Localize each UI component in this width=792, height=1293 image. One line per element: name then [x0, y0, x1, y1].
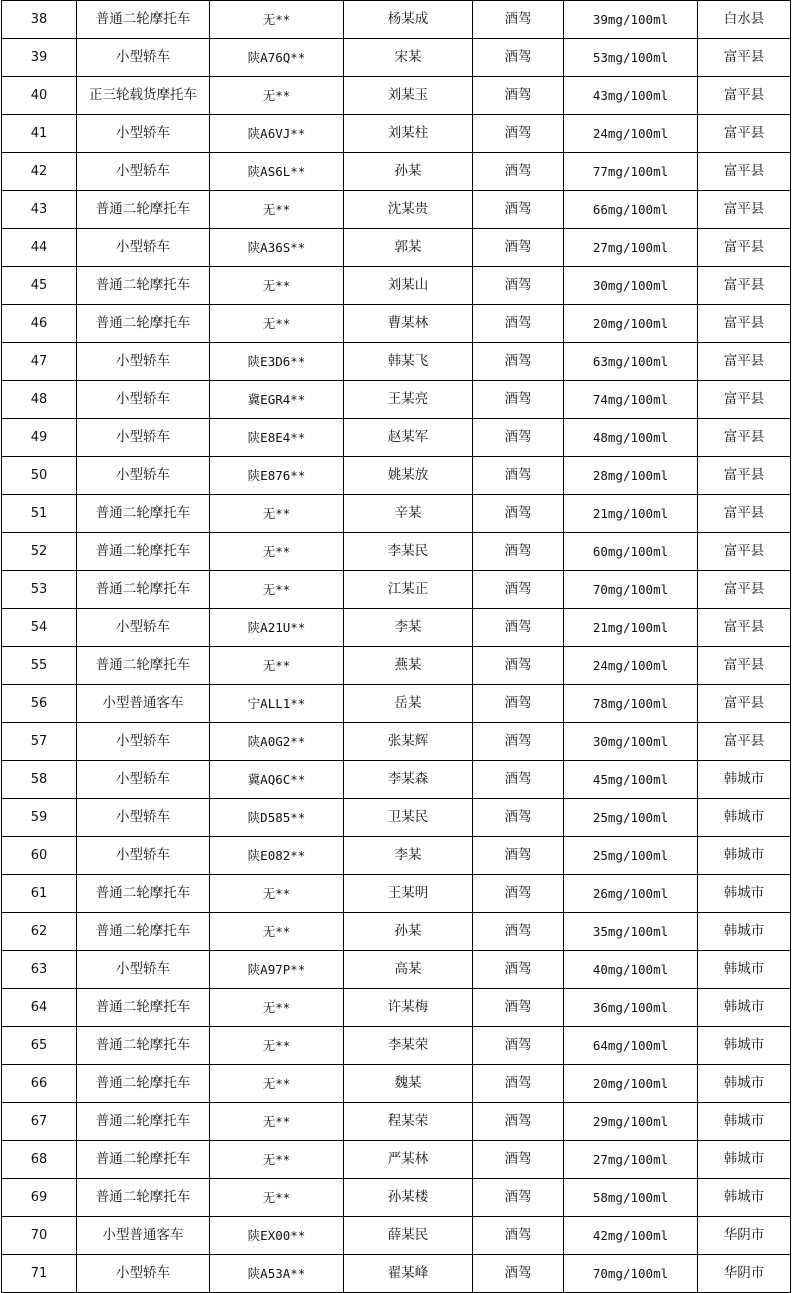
- jurisdiction-cell: 白水县: [698, 1, 791, 39]
- table-row: [2, 799, 791, 837]
- jurisdiction-cell: 富平县: [698, 609, 791, 647]
- vehicle-type-cell: 普通二轮摩托车: [77, 1103, 210, 1141]
- table-row: [2, 343, 791, 381]
- violation-type-cell: 酒驾: [473, 571, 564, 609]
- violation-type-cell: 酒驾: [473, 989, 564, 1027]
- jurisdiction-cell: 富平县: [698, 419, 791, 457]
- violation-type-cell: 酒驾: [473, 77, 564, 115]
- jurisdiction-cell: 韩城市: [698, 951, 791, 989]
- driver-name-cell: 姚某放: [344, 457, 473, 495]
- table-row: [2, 191, 791, 229]
- violation-type-cell: 酒驾: [473, 685, 564, 723]
- jurisdiction-cell: 韩城市: [698, 837, 791, 875]
- driver-name-cell: 江某正: [344, 571, 473, 609]
- violation-type-cell: 酒驾: [473, 647, 564, 685]
- jurisdiction-cell: 富平县: [698, 685, 791, 723]
- blood-alcohol-cell: 45mg/100ml: [564, 761, 698, 799]
- plate-number-cell: 宁ALL1**: [210, 685, 344, 723]
- plate-number-cell: 无**: [210, 913, 344, 951]
- driver-name-cell: 曹某林: [344, 305, 473, 343]
- table-row: [2, 153, 791, 191]
- blood-alcohol-cell: 30mg/100ml: [564, 267, 698, 305]
- plate-number-cell: 陕A76Q**: [210, 39, 344, 77]
- violation-type-cell: 酒驾: [473, 1255, 564, 1293]
- driver-name-cell: 刘某玉: [344, 77, 473, 115]
- table-row: [2, 305, 791, 343]
- table-row: [2, 989, 791, 1027]
- row-number-cell: 63: [2, 951, 77, 989]
- violation-type-cell: 酒驾: [473, 419, 564, 457]
- table-row: [2, 495, 791, 533]
- driver-name-cell: 孙某: [344, 153, 473, 191]
- vehicle-type-cell: 小型轿车: [77, 419, 210, 457]
- row-number-cell: 43: [2, 191, 77, 229]
- blood-alcohol-cell: 29mg/100ml: [564, 1103, 698, 1141]
- blood-alcohol-cell: 35mg/100ml: [564, 913, 698, 951]
- violation-type-cell: 酒驾: [473, 609, 564, 647]
- violation-type-cell: 酒驾: [473, 1, 564, 39]
- table-body: [2, 1, 791, 1293]
- driver-name-cell: 王某明: [344, 875, 473, 913]
- row-number-cell: 54: [2, 609, 77, 647]
- plate-number-cell: 陕E876**: [210, 457, 344, 495]
- plate-number-cell: 无**: [210, 495, 344, 533]
- plate-number-cell: 无**: [210, 1103, 344, 1141]
- row-number-cell: 67: [2, 1103, 77, 1141]
- row-number-cell: 50: [2, 457, 77, 495]
- row-number-cell: 42: [2, 153, 77, 191]
- row-number-cell: 48: [2, 381, 77, 419]
- table-row: [2, 571, 791, 609]
- row-number-cell: 53: [2, 571, 77, 609]
- plate-number-cell: 陕A6VJ**: [210, 115, 344, 153]
- violation-type-cell: 酒驾: [473, 39, 564, 77]
- drunk-driving-record-table: [1, 0, 791, 1293]
- table-row: [2, 913, 791, 951]
- plate-number-cell: 陕E3D6**: [210, 343, 344, 381]
- jurisdiction-cell: 富平县: [698, 229, 791, 267]
- driver-name-cell: 程某荣: [344, 1103, 473, 1141]
- row-number-cell: 47: [2, 343, 77, 381]
- table-row: [2, 951, 791, 989]
- table-row: [2, 1217, 791, 1255]
- vehicle-type-cell: 普通二轮摩托车: [77, 305, 210, 343]
- violation-type-cell: 酒驾: [473, 191, 564, 229]
- vehicle-type-cell: 普通二轮摩托车: [77, 1141, 210, 1179]
- row-number-cell: 60: [2, 837, 77, 875]
- row-number-cell: 40: [2, 77, 77, 115]
- jurisdiction-cell: 富平县: [698, 115, 791, 153]
- jurisdiction-cell: 韩城市: [698, 1179, 791, 1217]
- plate-number-cell: 陕A21U**: [210, 609, 344, 647]
- row-number-cell: 58: [2, 761, 77, 799]
- jurisdiction-cell: 富平县: [698, 723, 791, 761]
- plate-number-cell: 陕A97P**: [210, 951, 344, 989]
- table-row: [2, 77, 791, 115]
- blood-alcohol-cell: 48mg/100ml: [564, 419, 698, 457]
- blood-alcohol-cell: 77mg/100ml: [564, 153, 698, 191]
- blood-alcohol-cell: 60mg/100ml: [564, 533, 698, 571]
- plate-number-cell: 无**: [210, 533, 344, 571]
- table-row: [2, 533, 791, 571]
- row-number-cell: 44: [2, 229, 77, 267]
- blood-alcohol-cell: 21mg/100ml: [564, 609, 698, 647]
- jurisdiction-cell: 韩城市: [698, 1027, 791, 1065]
- row-number-cell: 57: [2, 723, 77, 761]
- vehicle-type-cell: 小型轿车: [77, 381, 210, 419]
- violation-type-cell: 酒驾: [473, 381, 564, 419]
- row-number-cell: 70: [2, 1217, 77, 1255]
- blood-alcohol-cell: 20mg/100ml: [564, 1065, 698, 1103]
- blood-alcohol-cell: 64mg/100ml: [564, 1027, 698, 1065]
- jurisdiction-cell: 富平县: [698, 571, 791, 609]
- driver-name-cell: 李某森: [344, 761, 473, 799]
- vehicle-type-cell: 普通二轮摩托车: [77, 571, 210, 609]
- driver-name-cell: 翟某峰: [344, 1255, 473, 1293]
- vehicle-type-cell: 普通二轮摩托车: [77, 989, 210, 1027]
- vehicle-type-cell: 小型轿车: [77, 1255, 210, 1293]
- violation-type-cell: 酒驾: [473, 267, 564, 305]
- table-row: [2, 115, 791, 153]
- plate-number-cell: 冀EGR4**: [210, 381, 344, 419]
- blood-alcohol-cell: 42mg/100ml: [564, 1217, 698, 1255]
- vehicle-type-cell: 普通二轮摩托车: [77, 533, 210, 571]
- violation-type-cell: 酒驾: [473, 533, 564, 571]
- vehicle-type-cell: 正三轮载货摩托车: [77, 77, 210, 115]
- vehicle-type-cell: 普通二轮摩托车: [77, 267, 210, 305]
- table-row: [2, 39, 791, 77]
- row-number-cell: 41: [2, 115, 77, 153]
- vehicle-type-cell: 普通二轮摩托车: [77, 1, 210, 39]
- row-number-cell: 64: [2, 989, 77, 1027]
- vehicle-type-cell: 普通二轮摩托车: [77, 913, 210, 951]
- table-row: [2, 1141, 791, 1179]
- violation-type-cell: 酒驾: [473, 1103, 564, 1141]
- vehicle-type-cell: 小型轿车: [77, 951, 210, 989]
- plate-number-cell: 冀AQ6C**: [210, 761, 344, 799]
- row-number-cell: 52: [2, 533, 77, 571]
- driver-name-cell: 严某林: [344, 1141, 473, 1179]
- plate-number-cell: 陕A53A**: [210, 1255, 344, 1293]
- plate-number-cell: 陕AS6L**: [210, 153, 344, 191]
- blood-alcohol-cell: 40mg/100ml: [564, 951, 698, 989]
- violation-type-cell: 酒驾: [473, 723, 564, 761]
- plate-number-cell: 无**: [210, 77, 344, 115]
- vehicle-type-cell: 小型轿车: [77, 837, 210, 875]
- jurisdiction-cell: 韩城市: [698, 913, 791, 951]
- row-number-cell: 69: [2, 1179, 77, 1217]
- driver-name-cell: 李某荣: [344, 1027, 473, 1065]
- row-number-cell: 46: [2, 305, 77, 343]
- driver-name-cell: 赵某军: [344, 419, 473, 457]
- driver-name-cell: 魏某: [344, 1065, 473, 1103]
- violation-type-cell: 酒驾: [473, 875, 564, 913]
- row-number-cell: 62: [2, 913, 77, 951]
- table-row: [2, 1, 791, 39]
- vehicle-type-cell: 小型普通客车: [77, 685, 210, 723]
- blood-alcohol-cell: 43mg/100ml: [564, 77, 698, 115]
- jurisdiction-cell: 富平县: [698, 343, 791, 381]
- vehicle-type-cell: 普通二轮摩托车: [77, 875, 210, 913]
- plate-number-cell: 无**: [210, 1065, 344, 1103]
- row-number-cell: 61: [2, 875, 77, 913]
- violation-type-cell: 酒驾: [473, 1217, 564, 1255]
- jurisdiction-cell: 韩城市: [698, 1141, 791, 1179]
- driver-name-cell: 宋某: [344, 39, 473, 77]
- driver-name-cell: 刘某山: [344, 267, 473, 305]
- driver-name-cell: 韩某飞: [344, 343, 473, 381]
- violation-type-cell: 酒驾: [473, 1179, 564, 1217]
- blood-alcohol-cell: 21mg/100ml: [564, 495, 698, 533]
- blood-alcohol-cell: 36mg/100ml: [564, 989, 698, 1027]
- driver-name-cell: 李某: [344, 609, 473, 647]
- blood-alcohol-cell: 39mg/100ml: [564, 1, 698, 39]
- blood-alcohol-cell: 25mg/100ml: [564, 837, 698, 875]
- violation-type-cell: 酒驾: [473, 115, 564, 153]
- vehicle-type-cell: 小型轿车: [77, 229, 210, 267]
- driver-name-cell: 郭某: [344, 229, 473, 267]
- row-number-cell: 55: [2, 647, 77, 685]
- blood-alcohol-cell: 20mg/100ml: [564, 305, 698, 343]
- driver-name-cell: 李某: [344, 837, 473, 875]
- jurisdiction-cell: 富平县: [698, 381, 791, 419]
- plate-number-cell: 无**: [210, 267, 344, 305]
- jurisdiction-cell: 韩城市: [698, 799, 791, 837]
- plate-number-cell: 无**: [210, 647, 344, 685]
- blood-alcohol-cell: 63mg/100ml: [564, 343, 698, 381]
- plate-number-cell: 无**: [210, 305, 344, 343]
- plate-number-cell: 陕E082**: [210, 837, 344, 875]
- table-row: [2, 875, 791, 913]
- vehicle-type-cell: 小型轿车: [77, 799, 210, 837]
- jurisdiction-cell: 富平县: [698, 533, 791, 571]
- driver-name-cell: 李某民: [344, 533, 473, 571]
- driver-name-cell: 沈某贵: [344, 191, 473, 229]
- blood-alcohol-cell: 30mg/100ml: [564, 723, 698, 761]
- table-row: [2, 457, 791, 495]
- violation-type-cell: 酒驾: [473, 1065, 564, 1103]
- violation-type-cell: 酒驾: [473, 457, 564, 495]
- jurisdiction-cell: 韩城市: [698, 761, 791, 799]
- plate-number-cell: 无**: [210, 1141, 344, 1179]
- plate-number-cell: 陕A36S**: [210, 229, 344, 267]
- violation-type-cell: 酒驾: [473, 305, 564, 343]
- violation-type-cell: 酒驾: [473, 799, 564, 837]
- vehicle-type-cell: 普通二轮摩托车: [77, 1179, 210, 1217]
- violation-type-cell: 酒驾: [473, 343, 564, 381]
- driver-name-cell: 杨某成: [344, 1, 473, 39]
- row-number-cell: 66: [2, 1065, 77, 1103]
- violation-type-cell: 酒驾: [473, 1141, 564, 1179]
- plate-number-cell: 无**: [210, 1, 344, 39]
- blood-alcohol-cell: 70mg/100ml: [564, 571, 698, 609]
- driver-name-cell: 高某: [344, 951, 473, 989]
- blood-alcohol-cell: 24mg/100ml: [564, 115, 698, 153]
- plate-number-cell: 无**: [210, 989, 344, 1027]
- driver-name-cell: 许某梅: [344, 989, 473, 1027]
- table-row: [2, 837, 791, 875]
- driver-name-cell: 辛某: [344, 495, 473, 533]
- driver-name-cell: 卫某民: [344, 799, 473, 837]
- jurisdiction-cell: 韩城市: [698, 1065, 791, 1103]
- blood-alcohol-cell: 58mg/100ml: [564, 1179, 698, 1217]
- vehicle-type-cell: 小型轿车: [77, 457, 210, 495]
- row-number-cell: 49: [2, 419, 77, 457]
- driver-name-cell: 岳某: [344, 685, 473, 723]
- row-number-cell: 45: [2, 267, 77, 305]
- table-row: [2, 761, 791, 799]
- blood-alcohol-cell: 70mg/100ml: [564, 1255, 698, 1293]
- jurisdiction-cell: 韩城市: [698, 1103, 791, 1141]
- driver-name-cell: 孙某: [344, 913, 473, 951]
- blood-alcohol-cell: 66mg/100ml: [564, 191, 698, 229]
- jurisdiction-cell: 富平县: [698, 647, 791, 685]
- table-row: [2, 609, 791, 647]
- table-row: [2, 229, 791, 267]
- vehicle-type-cell: 小型轿车: [77, 39, 210, 77]
- blood-alcohol-cell: 27mg/100ml: [564, 229, 698, 267]
- plate-number-cell: 无**: [210, 571, 344, 609]
- blood-alcohol-cell: 74mg/100ml: [564, 381, 698, 419]
- vehicle-type-cell: 小型轿车: [77, 761, 210, 799]
- row-number-cell: 39: [2, 39, 77, 77]
- blood-alcohol-cell: 28mg/100ml: [564, 457, 698, 495]
- vehicle-type-cell: 小型轿车: [77, 343, 210, 381]
- table-row: [2, 419, 791, 457]
- plate-number-cell: 陕E8E4**: [210, 419, 344, 457]
- table-row: [2, 1255, 791, 1293]
- driver-name-cell: 薛某民: [344, 1217, 473, 1255]
- jurisdiction-cell: 富平县: [698, 457, 791, 495]
- table-row: [2, 1179, 791, 1217]
- row-number-cell: 56: [2, 685, 77, 723]
- vehicle-type-cell: 小型轿车: [77, 723, 210, 761]
- row-number-cell: 71: [2, 1255, 77, 1293]
- jurisdiction-cell: 华阴市: [698, 1255, 791, 1293]
- row-number-cell: 65: [2, 1027, 77, 1065]
- blood-alcohol-cell: 26mg/100ml: [564, 875, 698, 913]
- blood-alcohol-cell: 24mg/100ml: [564, 647, 698, 685]
- driver-name-cell: 孙某楼: [344, 1179, 473, 1217]
- violation-type-cell: 酒驾: [473, 761, 564, 799]
- row-number-cell: 38: [2, 1, 77, 39]
- jurisdiction-cell: 富平县: [698, 495, 791, 533]
- table-row: [2, 267, 791, 305]
- row-number-cell: 59: [2, 799, 77, 837]
- table-row: [2, 685, 791, 723]
- blood-alcohol-cell: 25mg/100ml: [564, 799, 698, 837]
- vehicle-type-cell: 小型轿车: [77, 153, 210, 191]
- blood-alcohol-cell: 53mg/100ml: [564, 39, 698, 77]
- jurisdiction-cell: 富平县: [698, 305, 791, 343]
- vehicle-type-cell: 普通二轮摩托车: [77, 1027, 210, 1065]
- jurisdiction-cell: 富平县: [698, 191, 791, 229]
- vehicle-type-cell: 小型普通客车: [77, 1217, 210, 1255]
- jurisdiction-cell: 韩城市: [698, 989, 791, 1027]
- plate-number-cell: 无**: [210, 1179, 344, 1217]
- table-row: [2, 381, 791, 419]
- vehicle-type-cell: 普通二轮摩托车: [77, 495, 210, 533]
- plate-number-cell: 无**: [210, 191, 344, 229]
- vehicle-type-cell: 普通二轮摩托车: [77, 1065, 210, 1103]
- jurisdiction-cell: 富平县: [698, 39, 791, 77]
- vehicle-type-cell: 普通二轮摩托车: [77, 647, 210, 685]
- blood-alcohol-cell: 78mg/100ml: [564, 685, 698, 723]
- violation-type-cell: 酒驾: [473, 837, 564, 875]
- violation-type-cell: 酒驾: [473, 951, 564, 989]
- table-row: [2, 647, 791, 685]
- driver-name-cell: 张某辉: [344, 723, 473, 761]
- violation-type-cell: 酒驾: [473, 495, 564, 533]
- driver-name-cell: 燕某: [344, 647, 473, 685]
- plate-number-cell: 陕A0G2**: [210, 723, 344, 761]
- table-row: [2, 1065, 791, 1103]
- blood-alcohol-cell: 27mg/100ml: [564, 1141, 698, 1179]
- violation-type-cell: 酒驾: [473, 229, 564, 267]
- plate-number-cell: 陕EX00**: [210, 1217, 344, 1255]
- vehicle-type-cell: 小型轿车: [77, 115, 210, 153]
- violation-type-cell: 酒驾: [473, 913, 564, 951]
- vehicle-type-cell: 普通二轮摩托车: [77, 191, 210, 229]
- jurisdiction-cell: 富平县: [698, 153, 791, 191]
- driver-name-cell: 刘某柱: [344, 115, 473, 153]
- violation-type-cell: 酒驾: [473, 153, 564, 191]
- jurisdiction-cell: 富平县: [698, 77, 791, 115]
- table-row: [2, 1027, 791, 1065]
- row-number-cell: 68: [2, 1141, 77, 1179]
- plate-number-cell: 无**: [210, 875, 344, 913]
- vehicle-type-cell: 小型轿车: [77, 609, 210, 647]
- driver-name-cell: 王某亮: [344, 381, 473, 419]
- plate-number-cell: 无**: [210, 1027, 344, 1065]
- table-row: [2, 723, 791, 761]
- row-number-cell: 51: [2, 495, 77, 533]
- plate-number-cell: 陕D585**: [210, 799, 344, 837]
- jurisdiction-cell: 华阴市: [698, 1217, 791, 1255]
- violation-type-cell: 酒驾: [473, 1027, 564, 1065]
- jurisdiction-cell: 富平县: [698, 267, 791, 305]
- jurisdiction-cell: 韩城市: [698, 875, 791, 913]
- table-row: [2, 1103, 791, 1141]
